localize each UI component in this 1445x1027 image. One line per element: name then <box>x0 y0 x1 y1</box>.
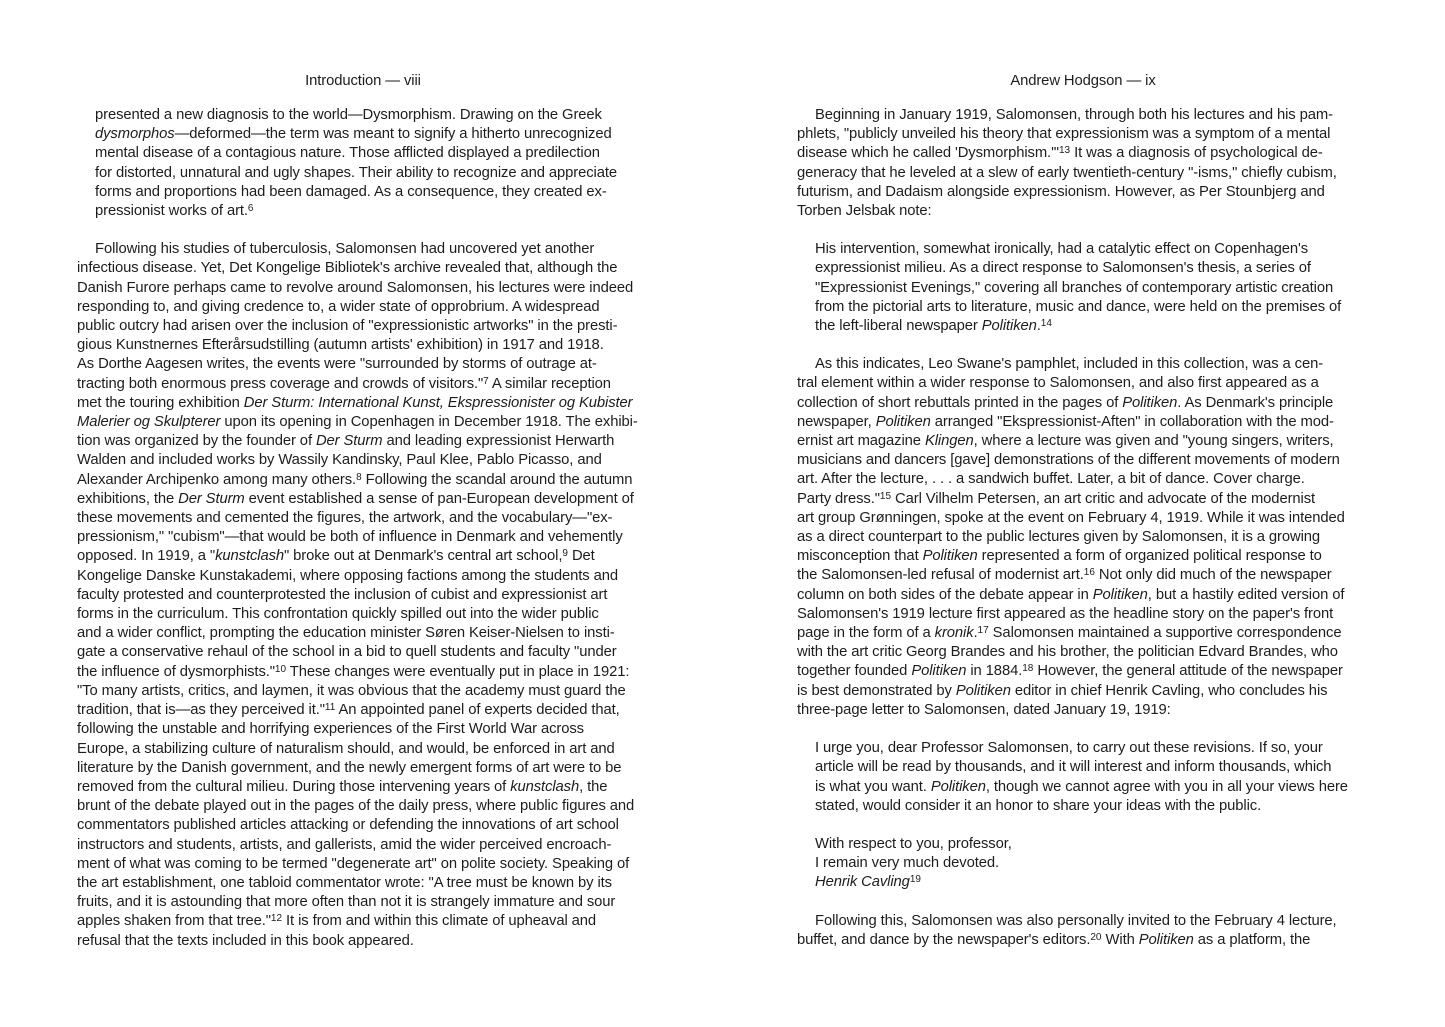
paragraph: Following this, Salomonsen was also personally invited to the February 4 lecture, buffet, and dance by the newspaper's editors.$^{20}$ With Politiken as a platform, the <box>797 912 1337 948</box>
paragraph: Beginning in January 1919, Salomonsen, through both his lectures and his pam- phlets, "publicly unveiled his theory that expressionism was a symptom of a mental disease which he called 'Dysmorphism.'"$^{13}$ It was a diagnosis of psychological de- generacy that he leveled at a slew of early twentieth-century "-isms," chiefly cubism, futurism, and Dadaism alongside expressionism. However, as Per Stounbjerg and Torben Jelsbak note: <box>797 107 1337 220</box>
right-page-header: Andrew Hodgson — ix <box>1010 73 1156 89</box>
paragraph: As this indicates, Leo Swane's pamphlet, included in this collection, was a cen- tral element within a wider response to Salomonsen, and also first appeared as a collection of short rebuttals printed in the pages of Politiken. As Denmark's principle newspaper, Politiken arranged "Ekspressionist-Aften" in collaboration with the mod- ernist art magazine Klingen, where a lecture was given and "young singers, writers, musicians and dancers [gave] demonstrations of the different movements of modern art. After the lecture, . . . a sandwich buffet. Later, a bit of dance. Cover charge. Party dress."$^{15}$ Carl Vilhelm Petersen, an art critic and advocate of the modernist art group Grønningen, spoke at the event on February 4, 1919. While it was intended as a direct counterpart to the public lectures given by Salomonsen, it is a growing misconception that Politiken represented a form of organized political response to the Salomonsen-led refusal of modernist art.$^{16}$ Not only did much of the newspaper column on both sides of the debate appear in Politiken, but a hastily edited version of Salomonsen's 1919 lecture first appeared as the headline story on the paper's front page in the form of a kronik.$^{17}$ Salomonsen maintained a supportive correspondence with the art critic Georg Brandes and his brother, the politician Edvard Brandes, who together founded Politiken in 1884.18 However, the general attitude of the newspaper is best demonstrated by Politiken editor in chief Henrik Cavling, who concludes his three-page letter to Salomonsen, dated January 19, 1919: <box>797 356 1345 718</box>
blockquote: presented a new diagnosis to the world—Dysmorphism. Drawing on the Greek dysmorphos—deformed—the term was meant to signify a hitherto unrecognized mental disease of a contagious nature. Those afflicted displayed a predilection for distorted, unnatural and ugly shapes. Their ability to recognize and appreciate forms and proportions had been damaged. As a consequence, they created ex- pressionist works of art.$^6$ <box>95 107 617 220</box>
blockquote: With respect to you, professor, I remain very much devoted. Henrik Cavling$^{19}$ <box>815 835 1012 891</box>
blockquote: I urge you, dear Professor Salomonsen, to carry out these revisions. If so, your article will be read by thousands, and it will interest and inform thousands, which is what you want. Politiken, though we cannot agree with you in all your views here stated, would consider it an honor to share your ideas with the public. <box>815 740 1348 814</box>
right-page-body <box>797 106 1379 950</box>
blockquote: His intervention, somewhat ironically, had a catalytic effect on Copenhagen's expressionist milieu. As a direct response to Salomonsen's thesis, a series of "Expressionist Evenings," covering all branches of contemporary artistic creation from the pictorial arts to literature, music and dance, were held on the premises of the left-liberal newspaper Politiken.$^{14}$ <box>815 241 1342 335</box>
left-page-body <box>77 106 659 951</box>
left-page-header: Introduction — viii <box>305 73 421 89</box>
paragraph: Following his studies of tuberculosis, Salomonsen had uncovered yet another infectious disease. Yet, Det Kongelige Bibliotek's archive revealed that, although the Danish Furore perhaps came to revolve around Salomonsen, his lectures were indeed responding to, and giving credence to, a wider state of opprobrium. A widespread public outcry had arisen over the inclusion of "expressionistic artworks" in the presti- gious Kunstnernes Efterårsudstilling (autumn artists' exhibition) in 1917 and 1918. As Dorthe Aagesen writes, the events were "surrounded by storms of outrage at- tracting both enormous press coverage and crowds of visitors."$^7$ A similar reception met the touring exhibition Der Sturm: International Kunst, Ekspressionister og Kubister Malerier og Skulpterer upon its opening in Copenhagen in December 1918. The exhibi- tion was organized by the founder of Der Sturm and leading expressionist Herwarth Walden and included works by Wassily Kandinsky, Paul Klee, Pablo Picasso, and Alexander Archipenko among many others.$^8$ Following the scandal around the autumn exhibitions, the Der Sturm event established a sense of pan-European development of these movements and cemented the figures, the artwork, and the vocabulary—"ex- pressionism," "cubism"—that would be both of influence in Denmark and vehemently opposed. In 1919, a "kunstclash" broke out at Denmark's central art school,$^9$ Det Kongelige Danske Kunstakademi, where opposing factions among the students and faculty protested and counterprotested the inclusion of cubist and expressionist art forms in the curriculum. This confrontation quickly spilled out into the wider public and a wider conflict, prompting the education minister Søren Keiser-Nielsen to insti- gate a conservative rehaul of the school in a bid to quell students and faculty "under the influence of dysmorphists."$^{10}$ These changes were eventually put in place in 1921: "To many artists, critics, and laymen, it was obvious that the academy must guard the tradition, that is—as they perceived it."$^{11}$ An appointed panel of experts decided that, following the unstable and horrifying experiences of the First World War across Europe, a stabilizing culture of naturalism should, and would, be enforced in art and literature by the Danish government, and the newly emergent forms of art were to be removed from the cultural milieu. During those intervening years of kunstclash, the brunt of the debate played out in the pages of the daily press, where public figures and commentators published articles attacking or defending the innovations of art school instructors and students, artists, and gallerists, amid the wider perceived encroach- ment of what was coming to be termed "degenerate art" on polite society. Speaking of the art establishment, one tabloid commentator wrote: "A tree must be known by its fruits, and it is astounding that more often than not it is strangely immature and sour apples shaken from that tree."$^{12}$ It is from and within this climate of upheaval and refusal that the texts included in this book appeared. <box>77 241 638 949</box>
